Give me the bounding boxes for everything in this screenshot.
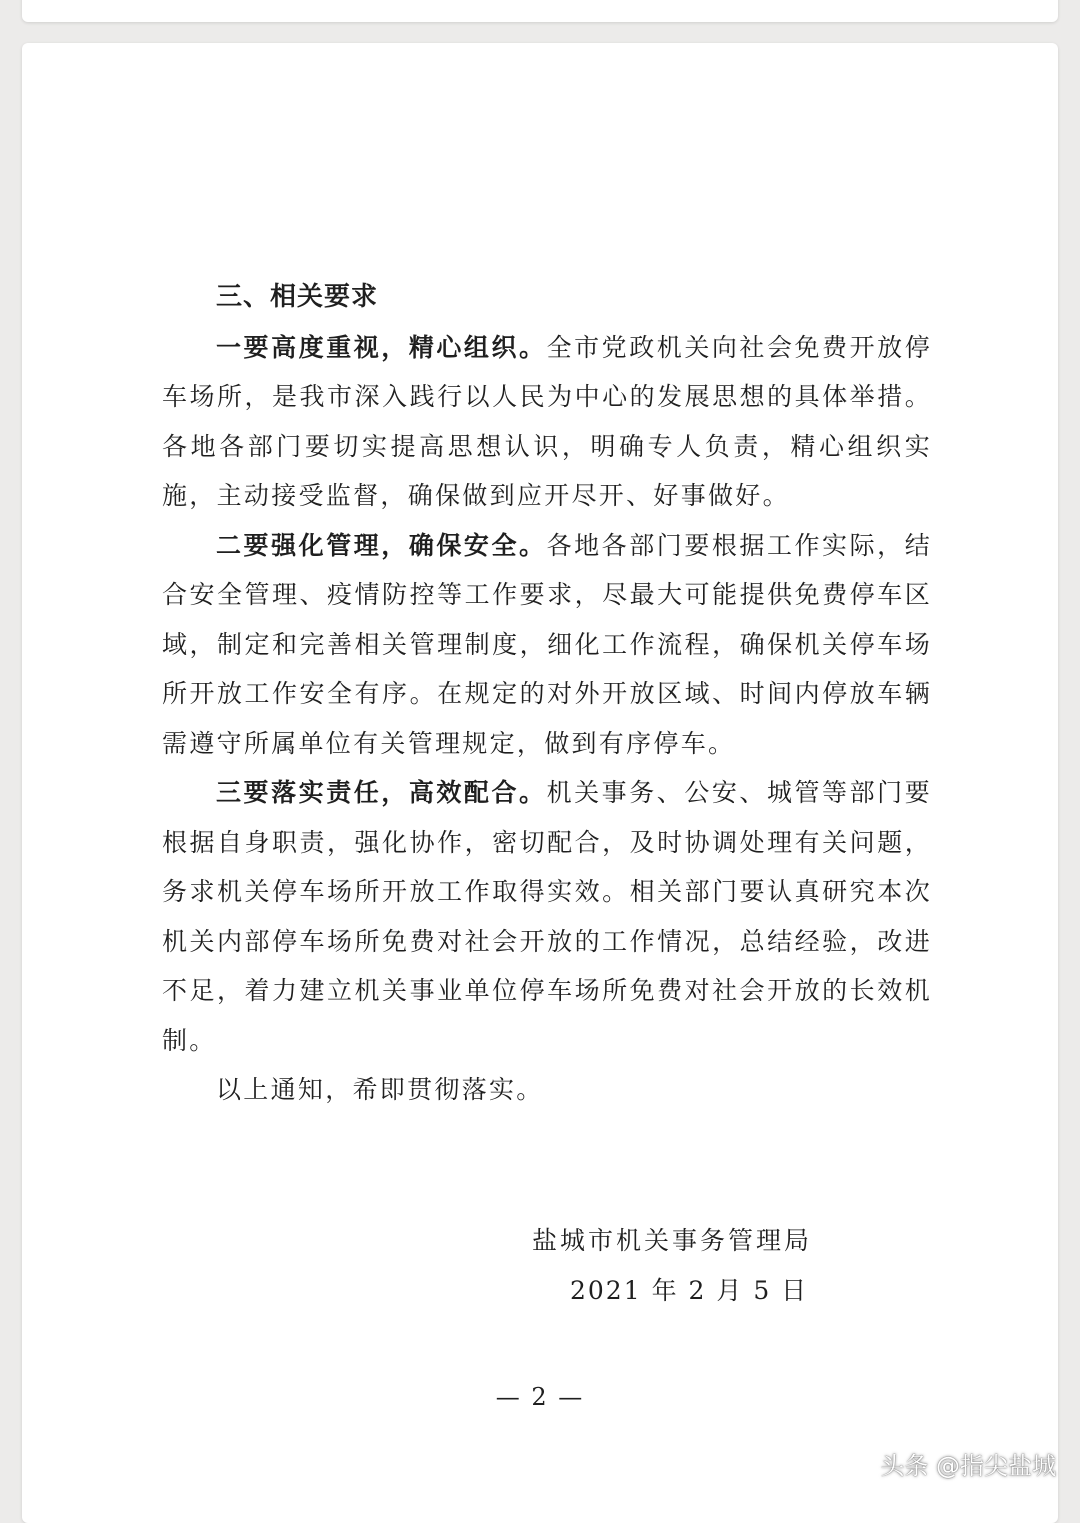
paragraph-1-text: 全市党政机关向社会免费开放停车场所，是我市深入践行以人民为中心的发展思想的具体举措。各地各部门要切实提高思想认识，明确专人负责，精心组织实施，主动接受监督，确保做到应开尽开、好事做好。 xyxy=(162,332,932,510)
paragraph-2 xyxy=(162,521,932,769)
closing-line: 以上通知，希即贯彻落实。 xyxy=(216,1075,544,1104)
page-number: — 2 — xyxy=(495,1383,585,1411)
signature-date: 2021 年 2 月 5 日 xyxy=(570,1276,809,1305)
watermark: 头条 @指尖盐城 xyxy=(880,1452,1056,1480)
signature-organization: 盐城市机关事务管理局 xyxy=(532,1226,813,1255)
paragraph-3-lead: 三要落实责任，高效配合。 xyxy=(216,778,547,807)
paragraph-1-lead: 一要高度重视，精心组织。 xyxy=(216,332,547,362)
paragraph-1 xyxy=(162,323,932,521)
paragraph-3 xyxy=(162,768,932,1065)
paragraph-2-lead: 二要强化管理，确保安全。 xyxy=(216,530,547,560)
paragraph-2-text: 各地各部门要根据工作实际，结合安全管理、疫情防控等工作要求，尽最大可能提供免费停车区域，制定和完善相关管理制度，细化工作流程，确保机关停车场所开放工作安全有序。在规定的对外开放区域、时间内停放车辆需遵守所属单位有关管理规定，做到有序停车。 xyxy=(162,530,932,758)
previous-page-edge xyxy=(22,0,1058,22)
paragraph-3-text: 机关事务、公安、城管等部门要根据自身职责，强化协作，密切配合，及时协调处理有关问题，务求机关停车场所开放工作取得实效。相关部门要认真研究本次机关内部停车场所免费对社会开放的工作情况，总结经验，改进不足，着力建立机关事业单位停车场所免费对社会开放的长效机制。 xyxy=(162,778,932,1055)
document-page xyxy=(22,43,1058,1523)
document-body xyxy=(162,273,932,1115)
section-heading: 三、相关要求 xyxy=(216,282,379,312)
